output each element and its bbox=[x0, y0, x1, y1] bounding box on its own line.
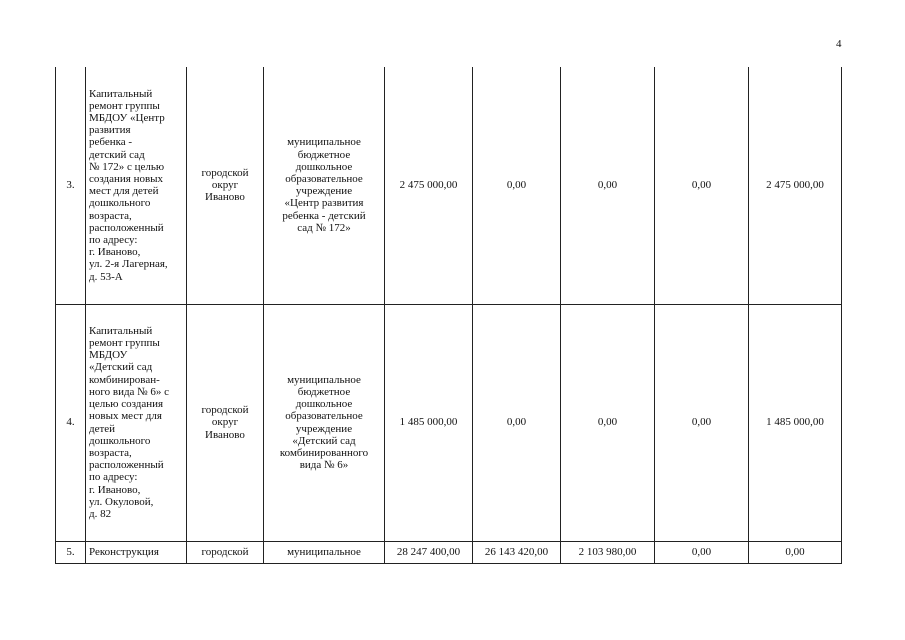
row-number: 4. bbox=[56, 304, 86, 541]
cell-line: городской bbox=[201, 545, 249, 558]
cell-line: создания новых bbox=[89, 173, 164, 186]
cell-line: ребенка - bbox=[89, 136, 133, 149]
cell-line: комбинирован- bbox=[89, 373, 160, 386]
cell-line: дошкольное bbox=[295, 398, 353, 411]
cell-line: Иваново bbox=[205, 428, 245, 441]
amount-v3: 0,00 bbox=[655, 67, 749, 304]
cell-line: городской bbox=[201, 404, 249, 417]
cell-line: г. Иваново, bbox=[89, 246, 141, 259]
cell-line: ул. 2-я Лагерная, bbox=[89, 258, 168, 271]
amount-v2: 0,00 bbox=[561, 67, 655, 304]
cell-line: МБДОУ bbox=[89, 349, 128, 362]
cell-line: дошкольного bbox=[89, 197, 151, 210]
amount-v1: 0,00 bbox=[473, 67, 561, 304]
cell-line: д. 82 bbox=[89, 507, 112, 520]
recipient bbox=[264, 541, 385, 563]
cell-line: возраста, bbox=[89, 209, 132, 222]
cell-line: д. 53-А bbox=[89, 270, 123, 283]
amount-v3: 0,00 bbox=[655, 541, 749, 563]
cell-line: учреждение bbox=[295, 185, 353, 198]
cell-line: по адресу: bbox=[89, 471, 138, 484]
cell-line: новых мест для bbox=[89, 410, 162, 423]
object-name bbox=[86, 67, 187, 304]
page-number: 4 bbox=[836, 38, 842, 50]
recipient bbox=[264, 304, 385, 541]
amount-v1: 0,00 bbox=[473, 304, 561, 541]
cell-line: муниципальное bbox=[287, 373, 361, 386]
amount-v4: 0,00 bbox=[749, 541, 842, 563]
cell-line: Иваново bbox=[205, 191, 245, 204]
object-name bbox=[86, 541, 187, 563]
cell-line: по адресу: bbox=[89, 234, 138, 247]
cell-line: ребенка - детский bbox=[282, 209, 366, 222]
table-row bbox=[56, 67, 842, 304]
cell-line: целью создания bbox=[89, 398, 164, 411]
cell-line: бюджетное bbox=[297, 385, 351, 398]
cell-line: МБДОУ «Центр bbox=[89, 112, 165, 125]
amount-v1: 26 143 420,00 bbox=[473, 541, 561, 563]
cell-line: округ bbox=[211, 179, 239, 192]
amount-total: 1 485 000,00 bbox=[385, 304, 473, 541]
cell-line: образовательное bbox=[285, 173, 363, 186]
cell-line: детский сад bbox=[89, 148, 145, 161]
cell-line: округ bbox=[211, 416, 239, 429]
object-name bbox=[86, 304, 187, 541]
amount-v3: 0,00 bbox=[655, 304, 749, 541]
row-number: 5. bbox=[56, 541, 86, 563]
table-row bbox=[56, 541, 842, 563]
cell-line: детей bbox=[89, 422, 116, 435]
cell-line: развития bbox=[89, 124, 131, 137]
cell-line: ремонт группы bbox=[89, 99, 160, 112]
amount-v4: 2 475 000,00 bbox=[749, 67, 842, 304]
cell-line: дошкольного bbox=[89, 434, 151, 447]
municipality bbox=[187, 67, 264, 304]
cell-line: бюджетное bbox=[297, 148, 351, 161]
cell-line: Капитальный bbox=[89, 87, 153, 100]
cell-line: учреждение bbox=[295, 422, 353, 435]
cell-line: комбинированного bbox=[279, 446, 369, 459]
cell-line: дошкольное bbox=[295, 160, 353, 173]
amount-v2: 0,00 bbox=[561, 304, 655, 541]
cell-line: расположенный bbox=[89, 221, 164, 234]
cell-line: «Детский сад bbox=[292, 434, 356, 447]
municipality bbox=[187, 304, 264, 541]
cell-line: муниципальное bbox=[287, 136, 361, 149]
objects-table bbox=[55, 67, 842, 564]
cell-line: расположенный bbox=[89, 459, 164, 472]
cell-line: вида № 6» bbox=[299, 459, 349, 472]
amount-v2: 2 103 980,00 bbox=[561, 541, 655, 563]
recipient bbox=[264, 67, 385, 304]
amount-total: 2 475 000,00 bbox=[385, 67, 473, 304]
table-row bbox=[56, 304, 842, 541]
cell-line: ул. Окуловой, bbox=[89, 495, 154, 508]
cell-line: Капитальный bbox=[89, 324, 153, 337]
cell-line: образовательное bbox=[285, 410, 363, 423]
amount-v4: 1 485 000,00 bbox=[749, 304, 842, 541]
cell-line: № 172» с целью bbox=[89, 160, 165, 173]
cell-line: сад № 172» bbox=[297, 221, 351, 234]
row-number: 3. bbox=[56, 67, 86, 304]
cell-line: возраста, bbox=[89, 446, 132, 459]
cell-line: мест для детей bbox=[89, 185, 159, 198]
amount-total: 28 247 400,00 bbox=[385, 541, 473, 563]
municipality bbox=[187, 541, 264, 563]
cell-line: «Центр развития bbox=[284, 197, 364, 210]
cell-line: городской bbox=[201, 166, 249, 179]
cell-line: г. Иваново, bbox=[89, 483, 141, 496]
cell-line: ного вида № 6» с bbox=[89, 385, 170, 398]
cell-line: Реконструкция bbox=[89, 545, 159, 558]
cell-line: ремонт группы bbox=[89, 337, 160, 350]
cell-line: муниципальное bbox=[287, 545, 361, 558]
cell-line: «Детский сад bbox=[89, 361, 153, 374]
